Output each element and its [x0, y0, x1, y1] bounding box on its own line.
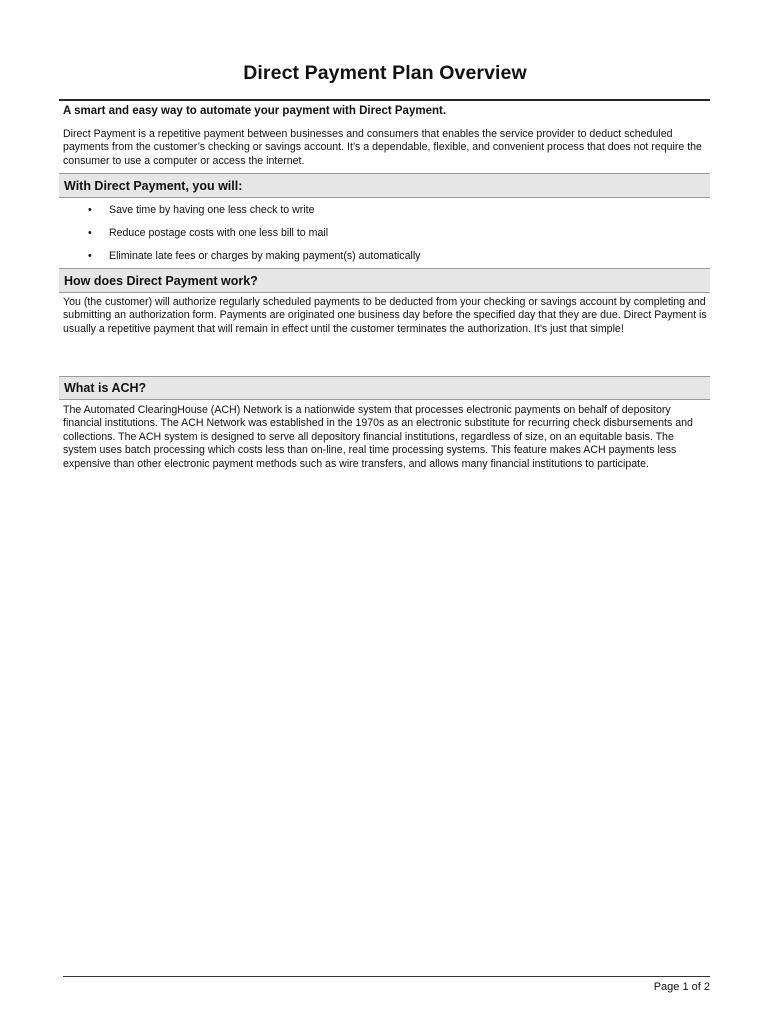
bullet-icon: •: [88, 204, 92, 216]
bullet-icon: •: [88, 250, 92, 262]
bullet-text: Reduce postage costs with one less bill to mail: [109, 227, 329, 239]
benefit-bullet: [88, 227, 328, 239]
footer-divider: [63, 976, 710, 977]
page-number: Page 1 of 2: [653, 981, 710, 993]
benefit-bullet: [88, 204, 315, 216]
page-title: Direct Payment Plan Overview: [243, 62, 527, 84]
section-heading-how-it-works: How does Direct Payment work?: [59, 268, 710, 293]
title-divider: [59, 99, 710, 101]
bullet-text: Save time by having one less check to write: [109, 204, 315, 216]
bullet-text: Eliminate late fees or charges by making payment(s) automatically: [109, 250, 421, 262]
intro-paragraph: Direct Payment is a repetitive payment between businesses and consumers that enables the service provider to deduct scheduled payments from the customer’s checking or savings account. It’s a dependable, flexible, and convenient process that does not require the consumer to use a computer or access the internet.: [63, 128, 702, 167]
section-heading-benefits: With Direct Payment, you will:: [59, 173, 710, 198]
how-it-works-paragraph: You (the customer) will authorize regularly scheduled payments to be deducted from your checking or savings account by completing and submitting an authorization form. Payments are originated one business day before the specified day that they are due. Direct Payment is usually a repetitive payment that will remain in effect until the customer terminates the authorization. It’s just that simple!: [63, 296, 707, 335]
bullet-icon: •: [88, 227, 92, 239]
ach-paragraph: The Automated ClearingHouse (ACH) Network is a nationwide system that processes electronic payments on behalf of depository financial institutions. The ACH Network was established in the 1970s as an electronic substitute for recurring check disbursements and collections. The ACH system is designed to serve all depository financial institutions, regardless of size, on an equitable basis. The system uses batch processing which costs less than on-line, real time processing systems. This feature makes ACH payments less expensive than other electronic payment methods such as wire transfers, and allows many financial institutions to participate.: [63, 404, 693, 470]
section-heading-ach: What is ACH?: [59, 376, 710, 400]
benefit-bullet: [88, 250, 420, 262]
subtitle: A smart and easy way to automate your payment with Direct Payment.: [63, 105, 447, 117]
